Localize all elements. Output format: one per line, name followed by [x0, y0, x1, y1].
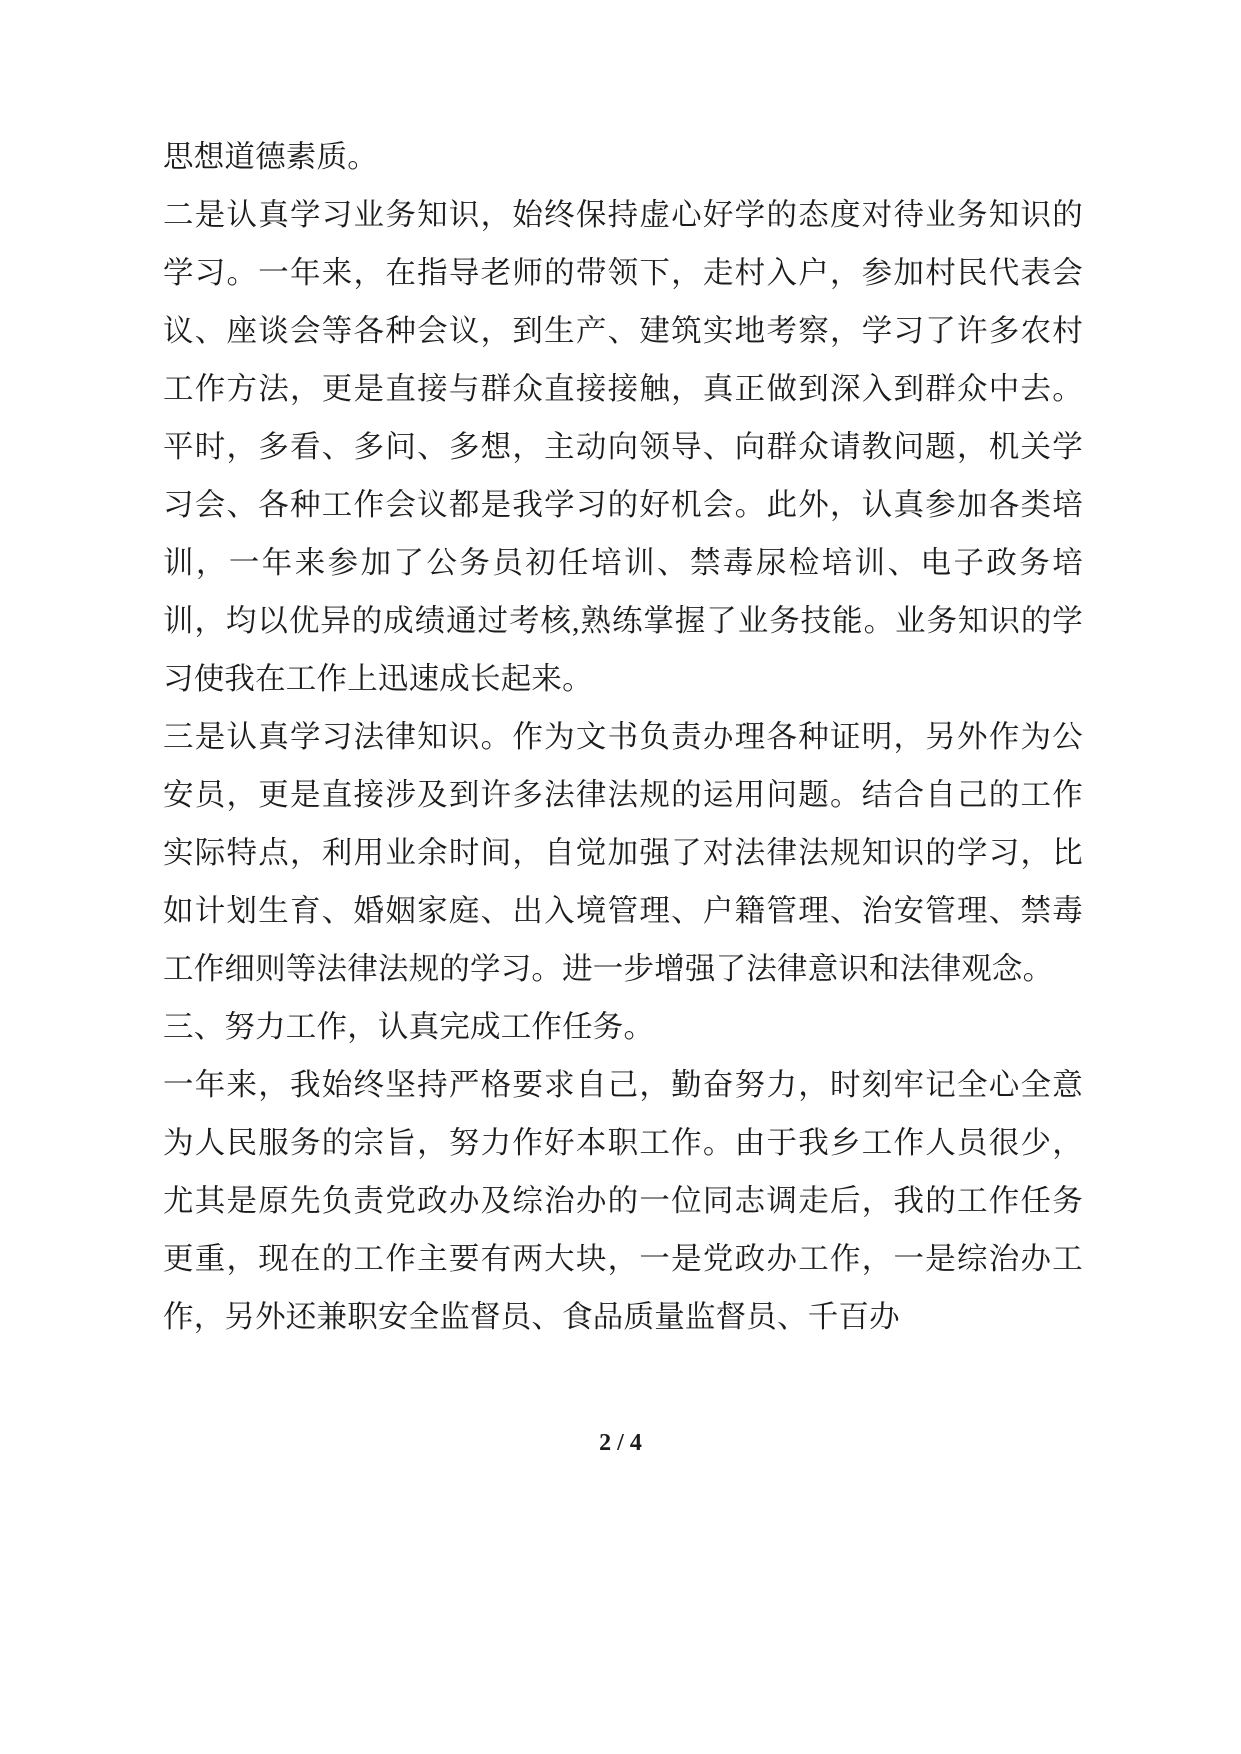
page-number: 2 / 4 [599, 1430, 642, 1456]
paragraph: 思想道德素质。 [163, 140, 378, 174]
paragraph: 二是认真学习业务知识，始终保持虚心好学的态度对待业务知识的学习。一年来，在指导老师的带领下，走村入户，参加村民代表会议、座谈会等各种会议，到生产、建筑实地考察，学习了许多农村工作方法，更是直接与群众直接接触，真正做到深入到群众中去。平时，多看、多问、多想，主动向领导、向群众请教问题，机关学习会、各种工作会议都是我学习的好机会。此外，认真参加各类培训，一年来参加了公务员初任培训、禁毒尿检培训、电子政务培训，均以优异的成绩通过考核,熟练掌握了业务技能。业务知识的学习使我在工作上迅速成长起来。 [163, 198, 1083, 696]
document-body [163, 128, 1083, 1346]
paragraph: 三是认真学习法律知识。作为文书负责办理各种证明，另外作为公安员，更是直接涉及到许多法律法规的运用问题。结合自己的工作实际特点，利用业余时间，自觉加强了对法律法规知识的学习，比如计划生育、婚姻家庭、出入境管理、户籍管理、治安管理、禁毒工作细则等法律法规的学习。进一步增强了法律意识和法律观念。 [163, 720, 1083, 986]
paragraph: 一年来，我始终坚持严格要求自己，勤奋努力，时刻牢记全心全意为人民服务的宗旨，努力作好本职工作。由于我乡工作人员很少，尤其是原先负责党政办及综治办的一位同志调走后，我的工作任务更重，现在的工作主要有两大块，一是党政办工作，一是综治办工作，另外还兼职安全监督员、食品质量监督员、千百办 [163, 1068, 1083, 1334]
paragraph: 三、努力工作，认真完成工作任务。 [163, 1010, 655, 1044]
